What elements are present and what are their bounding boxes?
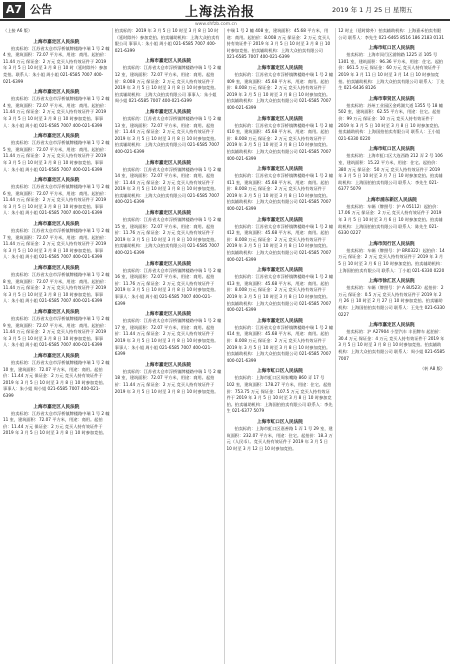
notice-title: 上海市嘉定区人民法院 — [145, 109, 192, 115]
notice-column — [115, 28, 225, 664]
auction-notice — [3, 39, 110, 86]
notice-title: 上海市嘉定区人民法院 — [145, 261, 192, 267]
auction-notice — [338, 197, 445, 237]
notice-column — [227, 28, 337, 664]
notice-title: 上海市嘉定区人民法院 — [256, 65, 303, 71]
notice-body: 拍卖标的：江苏省太仓市浮桥镇牌楼路中瑞 1 号 2 幢 9 室，建筑面积：72.07 平方米，用途：商用。起拍价：11.44 万元 保证金：2 万元 竞买人持有效证件于 2019 年 3 月 5 日 10 时至 3 月 8 日 10 时参加竞拍。事事人：朱小姐 周小姐 021-6585 7007 400-021-6399 — [3, 316, 110, 348]
notice-body: 拍卖标的：江苏省太仓市浮桥镇牌楼路中瑞 1 号 2 幢 4 室，建筑面积：72.07 平方米，用途：商用。起拍价：11.44 万元 保证金：2 万元 竞买人持有效证件于 2019 年 3 月 5 日 10 时至 3 月 8 日 10 时参加竞拍。事事人：朱小姐 周小姐 021-6585 7007 400-021-6399 — [3, 96, 110, 128]
continued-text: 中瑞 1 号 2 幢 408 室，建筑面积：45.68 平方米，用途：商用。起拍价：8.008 万元 保证金：2 万元 竞买人持有效证件于 2019 年 3 月 5 日 10 时至 3 月 8 日 10 时参加竞拍。拍卖辅助机构：上海大众拍卖有限公司 021-6585 7007 400-021-6399 — [226, 28, 331, 60]
newspaper-masthead: 上海法治报 — [185, 5, 256, 20]
auction-notice — [338, 278, 445, 318]
auction-notice — [3, 404, 110, 437]
auction-notice — [115, 362, 222, 395]
notice-body: 拍卖标的：上海市虹口区大连西路 212 弄 2 号 106 室，建筑面积：15.22 平方米，用途：住宅。起拍价：380 万元 保证金：50 万元 竞买人持有效证件于 2019 年 3 月 5 日 10 时至 3 月 7 日 10 时参加竞拍。拍卖辅助机构：上海国拍拍卖有限公司 联系人：李先生 021-6377 5079 — [338, 153, 443, 192]
auction-notice — [115, 58, 222, 105]
continued-text: 12 时止（延时除外）拍卖辅助机构：上海嘉禾拍卖有限公司 联系人：李先生 021-6465 8516 186 2183 0131 — [338, 28, 445, 40]
notice-body: 拍卖标的：上海市闵行区浦锦路 1225 弄 105 号 1301 室，建筑面积：96.36 平方米，用途：住宅。起拍价：661.5 万元 保证金：60 万元 竞买人持有效证件于 2019 年 3 月 11 日 10 时至 3 月 14 日 10 时参加竞拍。拍卖辅助机构：上海大众拍卖有限公司 联系人：丁先生 021-6436 8126 — [338, 52, 445, 91]
notice-title: 上海市嘉定区人民法院 — [33, 404, 80, 410]
notice-body: 拍卖标的：江苏省太仓市浮桥镇牌楼路中瑞 1 号 2 幢 10 室，建筑面积：72.07 平方米，用途：商用。起拍价：11.44 万元 保证金：2 万元 竞买人持有效证件于 2019 年 3 月 5 日 10 时至 3 月 8 日 10 时参加竞拍。事事人：朱小姐 周小姐 021-6585 7007 400-021-6399 — [3, 359, 110, 398]
notice-body: 拍卖标的：江苏省太仓市浮桥镇牌楼路中瑞 1 号 2 幢 412 室，建筑面积：45.68 平方米，用途：商用。起拍价：8.008 万元 保证金：2 万元 竞买人持有效证件于 2019 年 3 月 5 日 10 时至 3 月 8 日 10 时参加竞拍。拍卖辅助机构：上海大众拍卖有限公司 021-6585 7007 400-021-6399 — [226, 223, 334, 262]
auction-notice — [338, 45, 445, 92]
notice-body: 拍卖标的：江苏省太仓市浮桥镇牌楼路中瑞 1 号 2 幢 413 室，建筑面积：45.68 平方米，用途：商用。起拍价：8.008 万元 保证金：2 万元 竞买人持有效证件于 2019 年 3 月 5 日 10 时至 3 月 8 日 10 时参加竞拍。拍卖辅助机构：上海大众拍卖有限公司 021-6585 7007 400-021-6399 — [226, 274, 334, 313]
notice-title: 上海市嘉定区人民法院 — [33, 90, 80, 96]
notice-title: 上海市徐汇区人民法院 — [368, 279, 415, 285]
auction-notice — [3, 133, 110, 173]
notice-title: 上海市嘉定区人民法院 — [33, 178, 80, 184]
notice-body: 拍卖标的：上海市虹口区嘉善路 1 弄 1 号 29 室，建筑面积：232.07 平方米，用途：住宅。起拍价：18.3 万元（人民币）。竞买人持有效证件于 2019 年 3 月 5 日 10 时至 3 月 12 日 10 时参加竞拍。 — [226, 425, 333, 451]
notice-body: 拍卖标的：江苏省太仓市浮桥镇牌楼路中瑞 1 号 2 幢 411 室，建筑面积：45.68 平方米，用途：商用。起拍价：8.008 万元 保证金：2 万元 竞买人持有效证件于 2019 年 3 月 5 日 10 时至 3 月 8 日 10 时参加竞拍。拍卖辅助机构：上海大众拍卖有限公司 021-6585 7007 400-021-6399 — [226, 173, 334, 212]
auction-notice — [3, 221, 110, 261]
notice-column — [338, 28, 447, 664]
notice-title: 上海市嘉定区人民法院 — [256, 268, 303, 274]
website-url: www.shfzb.com.cn — [195, 22, 237, 27]
notice-title: 上海市嘉定区人民法院 — [33, 266, 80, 272]
notice-body: 拍卖标的：江苏省太仓市浮桥镇牌楼路中瑞 1 号 2 幢 5 室，建筑面积：72.07 平方米，用途：商用。起拍价：11.44 万元 保证金：2 万元 竞买人持有效证件于 2019 年 3 月 5 日 10 时至 3 月 8 日 10 时参加竞拍。事事人：朱小姐 周小姐 021-6585 7007 400-021-6399 — [3, 140, 110, 172]
auction-notice — [3, 309, 110, 349]
notice-title: 上海市浦东新区人民法院 — [366, 197, 417, 203]
notice-body: 拍卖标的：江苏省太仓市浮桥镇牌楼路中瑞 1 号 2 幢 12 室，建筑面积：72.07 平方米，用途：商用。起拍价：8.008 万元 保证金：2 万元 竞买人持有效证件于 2019 年 3 月 5 日 10 时至 3 月 8 日 10 时参加竞拍。拍卖辅助机构：上海大众拍卖有限公司 事事人：朱小姐 周小姐 021-6585 7007 400-021-6399 — [114, 65, 222, 104]
notice-title: 上海市嘉定区人民法院 — [33, 310, 80, 315]
auction-notice — [338, 96, 445, 143]
notice-title: 上海市嘉定区人民法院 — [33, 39, 80, 45]
notice-title: 上海市嘉定区人民法院 — [145, 362, 192, 368]
notice-body: 拍卖标的：江苏省太仓市浮桥镇牌楼路中瑞 1 号 2 幢 17 室，建筑面积：72.07 平方米，用途：商用。起拍价：11.44 万元 保证金：2 万元 竞买人持有效证件于 2019 年 3 月 5 日 10 时至 3 月 8 日 10 时参加竞拍。事事人：朱小姐 周小姐 021-6585 7007 400-021-6399 — [114, 318, 222, 357]
auction-notice — [115, 160, 222, 207]
auction-notice — [227, 368, 334, 415]
notice-title: 上海市嘉定区人民法院 — [145, 312, 192, 318]
notice-title: 上海市嘉定区人民法院 — [145, 211, 192, 217]
auction-notice — [3, 177, 110, 217]
notice-columns — [3, 28, 447, 664]
auction-notice — [227, 217, 334, 264]
auction-notice — [115, 311, 222, 358]
notice-title: 上海市嘉定区人民法院 — [256, 116, 303, 122]
continued-text: （上接 A6 版） — [3, 28, 33, 33]
notice-body: 拍卖标的：江苏省太仓市浮桥镇牌楼路中瑞 1 号 2 幢 409 室，建筑面积：45.68 平方米，用途：商用。起拍价：8.008 万元 保证金：2 万元 竞买人持有效证件于 2019 年 3 月 5 日 10 时至 3 月 8 日 10 时参加竞拍。拍卖辅助机构：上海大众拍卖有限公司 021-6585 7007 400-021-6399 — [226, 71, 334, 110]
notice-body: 拍卖标的：江苏省太仓市浮桥镇牌楼路中瑞 1 号 2 幢 16 室，建筑面积：72.07 平方米，用途：商用。起拍价：11.76 万元 保证金：2 万元 竞买人持有效证件于 2019 年 3 月 5 日 10 时至 3 月 8 日 10 时参加竞拍。事事人：朱小姐 周小姐 021-6585 7007 400-021-6399 — [114, 267, 222, 306]
notice-body: 拍卖标的：江苏省太仓市浮桥镇牌楼路中瑞 1 号 2 幢 6 室，建筑面积：72.07 平方米，用途：商用。起拍价：11.44 万元 保证金：2 万元 竞买人持有效证件于 2019 年 3 月 5 日 10 时至 3 月 8 日 10 时参加竞拍。事事人：朱小姐 周小姐 021-6585 7007 400-021-6399 — [3, 184, 110, 216]
auction-notice — [338, 322, 445, 362]
auction-notice — [227, 267, 334, 314]
page-number-badge: A7 — [3, 2, 25, 18]
notice-title: 上海市虹口区人民法院 — [368, 46, 415, 52]
notice-body: 拍卖标的：江苏省太仓市浮桥镇牌楼路中瑞 1 号 2 幢 15 室，建筑面积：72.07 平方米，用途：商用。起拍价：11.76 万元 保证金：2 万元 竞买人持有效证件于 2019 年 3 月 5 日 10 时至 3 月 8 日 10 时参加竞拍。拍卖辅助机构：上海大众拍卖有限公司 021-6585 7007 400-021-6399 — [114, 217, 222, 256]
notice-column — [3, 28, 113, 664]
auction-notice — [3, 89, 110, 129]
auction-notice — [227, 65, 334, 112]
auction-notice — [227, 166, 334, 213]
auction-notice — [338, 146, 445, 193]
auction-notice — [227, 419, 334, 452]
auction-notice — [115, 261, 222, 308]
notice-title: 上海市虹口区人民法院 — [368, 147, 415, 153]
notice-body: 拍卖标的：江苏省太仓市浮桥镇牌楼路中瑞 1 号 2 幢 18 室，建筑面积：72.07 平方米，用途：商用。起拍价：11.44 万元 保证金：2 万元 竞买人持有效证件于 2019 年 3 月 5 日 10 时至 3 月 8 日 10 时参加竞拍。 — [114, 368, 222, 394]
auction-notice — [227, 318, 334, 365]
continued-marker: （转 A8 版） — [420, 366, 445, 372]
auction-notice — [115, 210, 222, 257]
notice-title: 上海市嘉定区人民法院 — [256, 217, 303, 223]
notice-body: 拍卖标的：苏州工业园区金鸡湖大道 1355 号 18 幢 502 室，建筑面积：62.55 平方米，用途：住宅。起拍价：99 万元 保证金：10 万元 竞买人持有效证件于 2019 年 3 月 5 日 10 时至 3 月 8 日 10 时参加竞拍。拍卖辅助机构：上海国拍拍卖有限公司 联系人：王小姐 021-6330 0220 — [338, 102, 443, 141]
notice-title: 上海市嘉定区人民法院 — [33, 353, 80, 359]
notice-title: 上海市嘉定区人民法院 — [33, 222, 80, 228]
notice-title: 上海市虹口区人民法院 — [256, 419, 303, 425]
notice-title: 上海市奉贤区人民法院 — [368, 96, 415, 102]
notice-title: 上海市嘉定区人民法院 — [368, 323, 415, 329]
notice-title: 上海市嘉定区人民法院 — [33, 134, 80, 140]
auction-notice — [338, 241, 445, 274]
notice-title: 上海市闵行区人民法院 — [368, 241, 415, 247]
auction-notice — [3, 265, 110, 305]
auction-notice — [227, 116, 334, 163]
notice-body: 拍卖标的：车辆（牌照号：沪 A 8U523）起拍价：2 万元 保证金：0.5 万元 竞买人持有效证件于 2019 年 2 月 26 日 10 时至 2 月 27 日 10 时参加竞拍。拍卖辅助机构：上海国拍拍卖有限公司 联系人：王先生 021-6330 0227 — [338, 285, 445, 317]
notice-body: 拍卖标的：上海市虹口区周家嘴路 860 弄 17 号 102 室，建筑面积：178.27 平方米，用途：住宅。起拍价：753.75 万元 保证金：107.5 万元 竞买人持有效证件于 2019 年 3 月 5 日 10 时至 3 月 8 日 10 时参加竞拍。拍卖辅助机构：上海国拍拍卖有限公司 联系人：李先生 021-6377 5079 — [226, 375, 333, 414]
auction-notice — [3, 353, 110, 400]
page-header — [0, 0, 450, 21]
notice-body: 拍卖标的：江苏省太仓市浮桥镇牌楼路中瑞 1 号 2 幢 14 室，建筑面积：72.07 平方米，用途：商用。起拍价：11.44 万元 保证金：2 万元 竞买人持有效证件于 2019 年 3 月 5 日 10 时至 3 月 8 日 10 时参加竞拍。拍卖辅助机构：上海大众拍卖有限公司 021-6585 7007 400-021-6399 — [114, 166, 222, 205]
notice-body: 拍卖标的：江苏省太仓市浮桥镇牌楼路中瑞 1 号 2 幢 13 室，建筑面积：72.07 平方米，用途：商用。起拍价：11.44 万元 保证金：2 万元 竞买人持有效证件于 2019 年 3 月 5 日 10 时至 3 月 8 日 10 时参加竞拍。拍卖辅助机构：上海大众拍卖有限公司 021-6585 7007 400-021-6399 — [114, 115, 222, 154]
auction-notice — [115, 109, 222, 156]
issue-date: 2019 年 1 月 25 日 星期五 — [332, 6, 413, 14]
notice-body: 拍卖标的：车辆（牌照号：沪 A 05112）起拍价：17.06 万元 保证金：2 万元 竞买人持有效证件于 2019 年 3 月 5 日 10 时至 3 月 6 日 10 时参加竞拍。拍卖辅助机构：上海国拍拍卖有限公司 联系人：陈先生 021-6330 0227 — [338, 203, 443, 236]
notice-body: 拍卖标的：江苏省太仓市浮桥镇牌楼路中瑞 1 号 2 幢 8 室，建筑面积：72.07 平方米，用途：商用。起拍价：11.44 万元 保证金：2 万元 竞买人持有效证件于 2019 年 3 月 5 日 10 时至 3 月 8 日 10 时参加竞拍。事事人：朱小姐 周小姐 021-6585 7007 400-021-6399 — [3, 272, 110, 304]
notice-body: 拍卖标的：江苏省太仓市浮桥镇牌楼路中瑞 1 号 2 幢 410 室，建筑面积：45.68 平方米，用途：商用。起拍价：8.008 万元 保证金：2 万元 竞买人持有效证件于 2019 年 3 月 5 日 10 时至 3 月 8 日 10 时参加竞拍。拍卖辅助机构：上海大众拍卖有限公司 021-6585 7007 400-021-6399 — [226, 122, 334, 161]
notice-body: 拍卖标的：车辆（牌照号：沪 BR0322）起拍价：14 万元 保证金：2 万元 竞买人持有效证件于 2019 年 3 月 5 日 10 时至 3 月 6 日 10 时参加竞拍。拍卖辅助机构：上海国拍拍卖有限公司 联系人：丁小姐 021-6330 0220 — [338, 247, 445, 273]
continued-text: 拍卖标的：2019 年 3 月 5 日 10 时至 3 月 8 日 10 时（延时除外）参加竞拍。拍卖辅助机构：上海大众拍卖有限公司 事事人：朱小姐 周小姐 021-6585 7007 400-021-6399 — [114, 28, 220, 53]
notice-title: 上海市嘉定区人民法院 — [145, 59, 192, 65]
notice-title: 上海市嘉定区人民法院 — [256, 167, 303, 173]
section-title: 公告 — [30, 3, 52, 16]
notice-body: 拍卖标的：江苏省太仓市浮桥镇牌楼路中瑞 1 号 2 幢 11 室，建筑面积：72.07 平方米，用途：商用。起拍价：11.44 万元 保证金：2 万元 竞买人持有效证件于 2019 年 3 月 5 日 10 时至 3 月 8 日 10 时参加竞拍。 — [3, 410, 110, 436]
notice-body: 拍卖标的：江苏省太仓市浮桥镇牌楼路中瑞 1 号 2 幢 414 室，建筑面积：45.68 平方米，用途：商用。起拍价：8.008 万元 保证金：2 万元 竞买人持有效证件于 2019 年 3 月 5 日 10 时至 3 月 8 日 10 时参加竞拍。拍卖辅助机构：上海大众拍卖有限公司 021-6585 7007 400-021-6399 — [226, 324, 334, 363]
notice-body: 拍卖标的：沪 A27904 小型汽车 丰田牌车 起拍价：30.4 万元 保证金：4 万元 竞买人持有效证件于 2019 年 3 月 5 日 10 时至 3 月 8 日 10 时参加竞拍。拍卖辅助机构：上海大众拍卖有限公司 联系人：周小姐 021-6585 7007 — [338, 329, 445, 361]
notice-title: 上海市虹口区人民法院 — [256, 369, 303, 375]
notice-body: 拍卖标的：江苏省太仓市浮桥镇牌楼路中瑞 1 号 2 幢 4 室，建筑面积：72.07 平方米，用途：商用。起拍价：11.44 万元 保证金：2 万元 竞买人持有效证件于 2019 年 3 月 5 日 10 时至 3 月 8 日 10 时（延时除外）参加竞拍。联系人：朱小姐 周小姐 021-6585 7007 400-021-6399 — [3, 45, 110, 84]
notice-title: 上海市嘉定区人民法院 — [256, 318, 303, 324]
notice-title: 上海市嘉定区人民法院 — [145, 160, 192, 166]
notice-body: 拍卖标的：江苏省太仓市浮桥镇牌楼路中瑞 1 号 2 幢 7 室，建筑面积：72.07 平方米，用途：商用。起拍价：11.44 万元 保证金：2 万元 竞买人持有效证件于 2019 年 3 月 5 日 10 时至 3 月 8 日 10 时参加竞拍。事事人：朱小姐 周小姐 021-6585 7007 400-021-6399 — [3, 228, 110, 260]
